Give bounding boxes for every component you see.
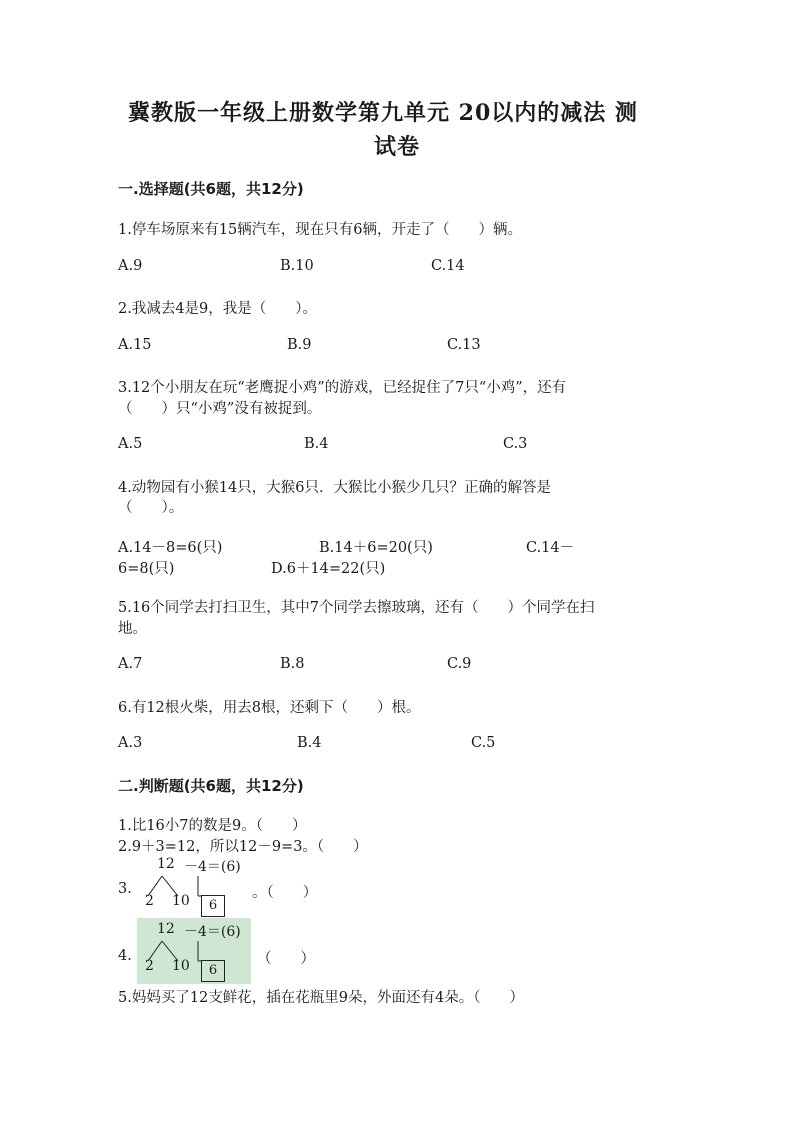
question-text: 2.我减去4是9，我是（ ）。 xyxy=(118,301,318,317)
answer-box: 6 xyxy=(201,895,225,917)
judgment-question-1: 1.比16小7的数是9。（ ） xyxy=(118,818,307,834)
question-text-line1: 3.12个小朋友在玩“老鹰捉小鸡”的游戏，已经捉住了7只“小鸡”，还有 xyxy=(118,380,567,396)
option-c: C.9 xyxy=(447,656,472,672)
section-heading-choice: 一.选择题(共6题，共12分) xyxy=(118,180,304,198)
question-text-line2: （ ）只“小鸡”没有被捉到。 xyxy=(118,401,322,417)
question-number: 4. xyxy=(118,948,132,964)
option-a: A.7 xyxy=(118,656,143,672)
judgment-question-2: 2.9＋3=12，所以12－9=3。（ ） xyxy=(118,839,368,855)
option-c: C.5 xyxy=(471,735,496,751)
equation-rest: －4＝(6) xyxy=(184,924,241,940)
option-c: C.14 xyxy=(431,258,465,274)
question-text-line2: 地。 xyxy=(118,621,147,637)
question-text-line1: 5.16个同学去打扫卫生，其中7个同学去擦玻璃，还有（ ）个同学在扫 xyxy=(118,600,595,616)
question-text-line1: 4.动物园有小猴14只，大猴6只．大猴比小猴少几只？正确的解答是 xyxy=(118,480,552,496)
question-number: 3. xyxy=(118,881,132,897)
page-title-line1: 冀教版一年级上册数学第九单元 20以内的减法 测 xyxy=(128,100,638,126)
option-c: C.3 xyxy=(503,436,528,452)
question-text: 1.停车场原来有15辆汽车，现在只有6辆，开走了（ ）辆。 xyxy=(118,222,523,238)
option-c: C.14－ xyxy=(526,540,575,556)
option-a: A.9 xyxy=(118,258,143,274)
option-b: B.10 xyxy=(280,258,314,274)
option-a: A.3 xyxy=(118,735,143,751)
equation-rest: －4＝(6) xyxy=(184,859,241,875)
option-a: A.15 xyxy=(118,337,152,353)
split-part-a: 2 xyxy=(145,958,154,974)
option-a: A.14－8=6(只) xyxy=(118,540,223,556)
option-a: A.5 xyxy=(118,436,143,452)
split-part-a: 2 xyxy=(145,893,154,909)
split-part-b: 10 xyxy=(172,893,190,909)
section-heading-judgment: 二.判断题(共6题，共12分) xyxy=(118,777,304,795)
answer-brackets: 。（ ） xyxy=(252,885,318,901)
minuend: 12 xyxy=(157,921,175,937)
judgment-question-5: 5.妈妈买了12支鲜花，插在花瓶里9朵，外面还有4朵。（ ） xyxy=(118,990,524,1006)
split-part-b: 10 xyxy=(172,958,190,974)
option-b: B.14＋6=20(只) xyxy=(319,540,433,556)
option-c: C.13 xyxy=(447,337,481,353)
option-b: B.4 xyxy=(304,436,329,452)
option-b: B.9 xyxy=(287,337,312,353)
question-text-line2: （ ）。 xyxy=(118,500,184,516)
option-b: B.4 xyxy=(297,735,322,751)
answer-box: 6 xyxy=(201,960,225,982)
answer-brackets: （ ） xyxy=(257,951,315,967)
option-b: B.8 xyxy=(280,656,305,672)
option-c-continued: 6=8(只) xyxy=(118,561,175,577)
page-title-line2: 试卷 xyxy=(374,134,421,160)
minuend: 12 xyxy=(157,856,175,872)
option-d: D.6＋14=22(只) xyxy=(271,561,386,577)
question-text: 6.有12根火柴，用去8根，还剩下（ ）根。 xyxy=(118,700,421,716)
